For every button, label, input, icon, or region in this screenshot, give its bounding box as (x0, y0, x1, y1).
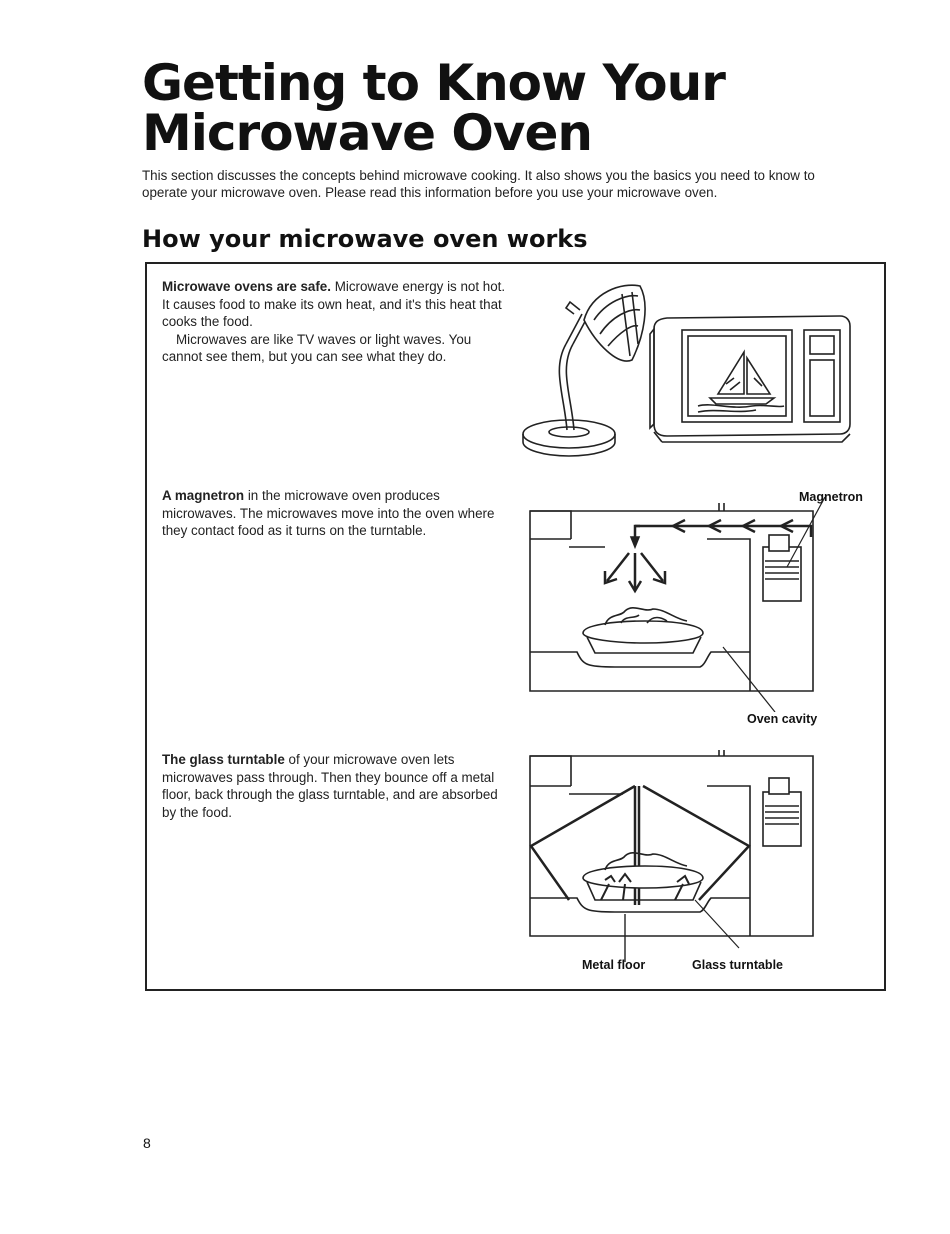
glass-turntable-label: Glass turntable (692, 958, 783, 972)
magnetron-text: in the microwave oven produces microwaves. The microwaves move into the oven where they contact food as it turns on the turntable. (162, 488, 495, 538)
turntable-text: of your microwave oven lets microwaves pass through. Then they bounce off a metal floor, back through the glass turntable, and are absorbed by the food. (162, 752, 498, 820)
page-title-line-2: Microwave Oven (142, 104, 592, 162)
food-dish-icon (583, 608, 703, 653)
magnetron-label: Magnetron (799, 490, 863, 504)
turntable-lead: The glass turntable (162, 752, 285, 767)
turntable-diagram (525, 750, 825, 965)
page-title (142, 54, 725, 162)
section-heading: How your microwave oven works (142, 225, 588, 253)
magnetron-diagram (525, 497, 825, 712)
turntable-paragraph (162, 751, 507, 821)
magnetron-paragraph (162, 487, 507, 540)
safety-text-2: Microwaves are like TV waves or light waves. You cannot see them, but you can see what they do. (162, 331, 472, 364)
desk-lamp-icon (523, 285, 645, 456)
lamp-tv-illustration (522, 274, 852, 469)
tv-icon (650, 316, 850, 442)
intro-paragraph: This section discusses the concepts behind microwave cooking. It also shows you the basics you need to know to operate your microwave oven. Please read this information before you use your microwave oven. (142, 168, 815, 200)
magnetron-unit (763, 547, 801, 601)
magnetron-lead: A magnetron (162, 488, 245, 503)
safety-lead: Microwave ovens are safe. (162, 279, 331, 294)
magnetron-unit-2 (763, 792, 801, 846)
safety-paragraph (162, 278, 507, 366)
page-title-line-1: Getting to Know Your (142, 54, 725, 112)
safety-text: Microwave energy is not hot. It causes food to make its own heat, and it's this heat that cooks the food. (162, 279, 506, 329)
oven-cavity-label: Oven cavity (747, 712, 818, 726)
metal-floor-label: Metal floor (582, 958, 646, 972)
page-number: 8 (143, 1135, 151, 1151)
how-it-works-panel (145, 262, 886, 991)
